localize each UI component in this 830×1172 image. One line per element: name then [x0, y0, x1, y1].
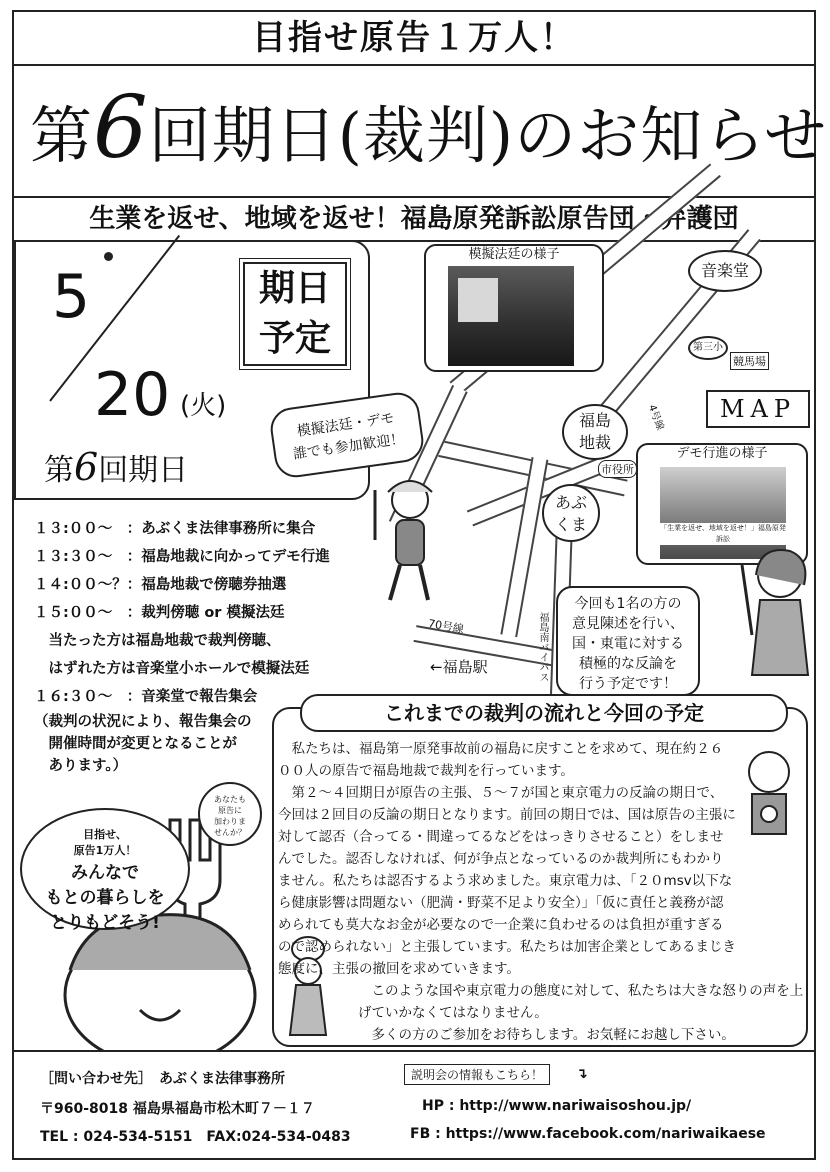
- rally-line-3: みんなで: [71, 863, 139, 883]
- rally-line-4: もとの暮らしを: [45, 888, 165, 908]
- date-month: 5: [52, 262, 91, 332]
- plan-line: 今回も1名の方の: [574, 596, 682, 612]
- mock-demo-line-2: 誰でも参加歓迎！: [292, 431, 406, 463]
- schedule-row: １５:００～ ：裁判傍聴 or 模擬法廷: [34, 605, 285, 621]
- plan-line: 行う予定です！: [579, 676, 677, 692]
- facebook-link[interactable]: FB : https://www.facebook.com/nariwaikaese: [410, 1126, 766, 1142]
- abukuma-label: [542, 484, 600, 542]
- date-weekday: (火): [180, 391, 227, 421]
- daisansho-label: 第三小: [688, 336, 728, 360]
- rally-line-1: 目指せ、: [83, 828, 127, 841]
- body-paragraph: 多くの方のご参加をお待ちします。お気軽にお越し下さい。: [358, 1027, 735, 1043]
- join-line: せんか？: [214, 828, 246, 837]
- schedule-note: 開催時間が変更となることが: [34, 736, 237, 752]
- schedule-row: １６:３０～ ：音楽堂で報告集会: [34, 689, 258, 705]
- demo-title: デモ行進の様子: [676, 446, 768, 461]
- protester-illustration: [360, 470, 460, 610]
- section-heading: これまでの裁判の流れと今回の予定: [300, 694, 788, 732]
- phone-fax-text: TEL : 024-534-5151 FAX:024-534-0483: [40, 1129, 351, 1145]
- tag-line-2: 予定: [258, 318, 331, 359]
- route70-label: 70号線: [427, 616, 465, 637]
- girl-illustration: [730, 545, 820, 705]
- title-prefix: 第: [30, 99, 94, 172]
- schedule-row: 当たった方は福島地裁で裁判傍聴、: [34, 633, 281, 649]
- plan-line: 積極的な反論を: [579, 656, 677, 672]
- schedule-row: １３:３０～ ：福島地裁に向かってデモ行進: [34, 549, 330, 565]
- page-title: [30, 78, 828, 186]
- plan-line: 国・東電に対する: [572, 636, 684, 652]
- schedule-row: １４:００～？：福島地裁で傍聴券抽選: [34, 577, 287, 593]
- station-label: ←福島駅: [430, 658, 488, 676]
- bypass-label: 福島南バイパス: [537, 612, 548, 682]
- map-title: MAP: [706, 390, 810, 428]
- title-suffix: 回期日(裁判)のお知らせ: [148, 99, 828, 172]
- keibajo-label: 競馬場: [730, 352, 769, 370]
- tag-line-1: 期日: [258, 268, 331, 309]
- join-line: 原告に: [218, 806, 242, 815]
- schedule-row: １３:００～ ：あぶくま法律事務所に集合: [34, 521, 316, 537]
- caption-prefix: 第: [44, 453, 74, 488]
- projector-screen: [458, 278, 498, 322]
- abukuma-line-2: くま: [554, 515, 587, 534]
- shiyakusho-label: 市役所: [598, 460, 637, 478]
- chisai-label: [562, 404, 628, 460]
- schedule-tag: [243, 262, 347, 366]
- contact-label: ［問い合わせ先］ あぶくま法律事務所: [40, 1071, 285, 1087]
- join-bubble: [198, 782, 262, 846]
- organization-banner: 生業を返せ、地域を返せ！福島原発訴訟原告団・弁護団: [12, 196, 816, 242]
- ongakudo-label: 音楽堂: [688, 250, 762, 292]
- mock-court-photo: [448, 266, 574, 366]
- footer-divider: [12, 1050, 816, 1052]
- divider: [12, 64, 816, 66]
- caption-number: 6: [74, 445, 99, 489]
- schedule-note: （裁判の状況により、報告集会の: [34, 714, 252, 730]
- plan-bubble: [556, 586, 700, 696]
- chisai-line-1: 福島: [578, 411, 611, 430]
- route4-label: 4号線: [645, 403, 666, 432]
- pin-dot: [104, 252, 113, 261]
- address-text: 〒960-8018 福島県福島市松木町７－１７: [40, 1101, 315, 1117]
- plan-line: 意見陳述を行い、: [572, 616, 684, 632]
- title-number: 6: [93, 78, 149, 178]
- body-paragraph: このような国や東京電力の態度に対して、私たちは大きな怒りの声を上げていかなくてはなりません。: [358, 983, 804, 1021]
- mock-court-photo-card: [424, 244, 604, 372]
- homepage-link[interactable]: HP : http://www.nariwaisoshou.jp/: [422, 1098, 692, 1114]
- body-paragraph: 第２～４回期日が原告の主張、５～７が国と東京電力の反論の期日で、今回は２回目の反論の期日となります。前回の期日では、国は原告の主張に対して認否（合ってる・間違ってるなどをはっきりさせること）をしませんでした。認否しなければ、何が争点となっているのか裁判所にもわかりません。私たちは認否するよう求めました。東京電力は、「２０msv以下なら健康影響は問題ない（肥満・野菜不足より安全）」「仮に責任と義務が認められても莫大なお金が必要なので一企業に負わせるのは負担が重すぎるので認められない」と主張しています。私たちは加害企業としてあるまじき態度に、主張の撤回を求めていきます。: [278, 785, 736, 977]
- join-line: 加わりま: [214, 817, 246, 826]
- abukuma-line-1: あぶ: [554, 493, 587, 512]
- caption-suffix: 回期日: [98, 453, 189, 488]
- date-day: 20: [94, 360, 171, 430]
- rally-line-2: 原告1万人！: [73, 844, 137, 857]
- schedule-note: あります。）: [34, 758, 128, 774]
- demo-banner: 「生業を返せ、地域を返せ！」福島原発訴訟: [660, 524, 786, 543]
- date-caption: [44, 445, 188, 489]
- join-line: あなたも: [214, 795, 246, 804]
- mock-demo-line-1: 模擬法廷・デモ: [295, 410, 396, 440]
- section-body: [278, 738, 806, 1046]
- briefing-note: 説明会の情報もこちら！: [404, 1064, 550, 1085]
- briefing-arrow-icon: ↴: [576, 1066, 588, 1082]
- body-paragraph: 私たちは、福島第一原発事故前の福島に戻すことを求めて、現在約２６００人の原告で福島地裁で裁判を行っています。: [278, 741, 724, 779]
- chisai-line-2: 地裁: [578, 433, 611, 452]
- slogan-banner: 目指せ原告１万人！: [252, 18, 576, 58]
- mock-court-title: 模擬法廷の様子: [468, 247, 560, 262]
- schedule-row: はずれた方は音楽堂小ホールで模擬法廷: [34, 661, 310, 677]
- rally-line-5: とりもどそう!: [50, 913, 160, 933]
- rally-bubble: [20, 808, 190, 933]
